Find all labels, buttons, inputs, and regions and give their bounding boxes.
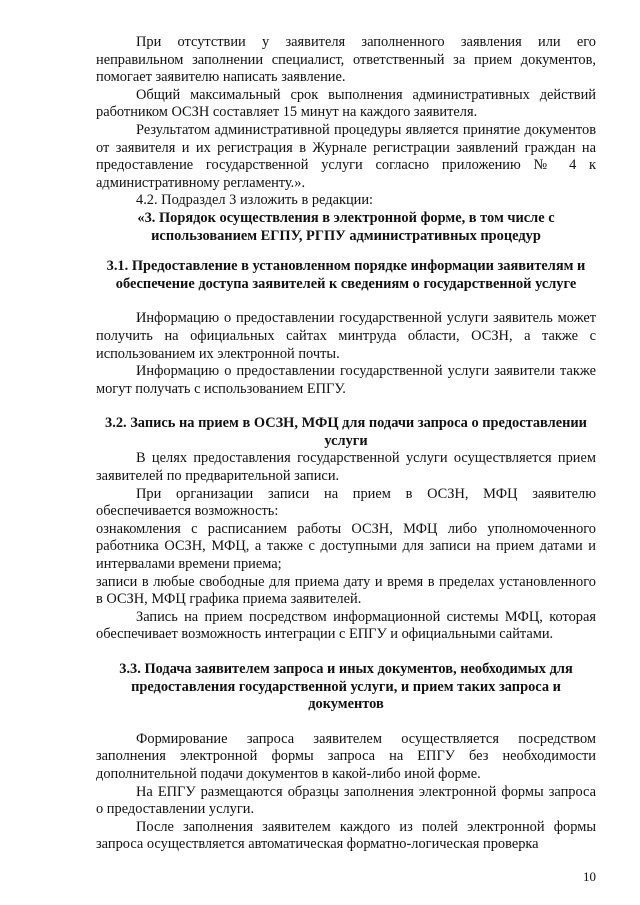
paragraph: Информацию о предоставлении государственной услуги заявитель может получить на официальных сайтах минтруда области, ОСЗН, а также с использованием их электронной почты. bbox=[96, 310, 596, 362]
paragraph: Запись на прием посредством информационной системы МФЦ, которая обеспечивает возможность интеграции с ЕПГУ и официальными сайтами. bbox=[96, 608, 596, 643]
list-item: записи в любые свободные для приема дату и время в пределах установленного в ОСЗН, МФЦ графика приема заявителей. bbox=[96, 573, 596, 608]
subsection-heading-3-2: 3.2. Запись на прием в ОСЗН, МФЦ для подачи запроса о предоставлении услуги bbox=[105, 415, 587, 449]
list-item: ознакомления с расписанием работы ОСЗН, МФЦ либо уполномоченного работника ОСЗН, МФЦ, а также с доступными для записи на прием датами и интервалами времени приема; bbox=[96, 520, 596, 573]
paragraph: На ЕПГУ размещаются образцы заполнения электронной формы запроса о предоставлении услуги. bbox=[96, 783, 596, 818]
paragraph: При организации записи на прием в ОСЗН, МФЦ заявителю обеспечивается возможность: bbox=[96, 485, 596, 520]
document-body bbox=[96, 34, 596, 854]
paragraph: Результатом административной процедуры является принятие документов от заявителя и их регистрация в Журнале регистрации заявлений граждан на предоставление государственной услуги согласно приложению № 4 к административному регламенту.». bbox=[96, 121, 596, 191]
paragraph: После заполнения заявителем каждого из полей электронной формы запроса осуществляется автоматическая форматно-логическая проверка bbox=[96, 818, 596, 853]
section-title: «3. Порядок осуществления в электронной форме, в том числе с использованием ЕГПУ, РГПУ административных процедур bbox=[137, 209, 555, 244]
paragraph: Информацию о предоставлении государственной услуги заявители также могут получать с использованием ЕПГУ. bbox=[96, 363, 596, 397]
subsection-heading-3-1: 3.1. Предоставление в установленном порядке информации заявителям и обеспечение доступа заявителей к сведениям о государственной услуге bbox=[106, 258, 586, 292]
paragraph: Формирование запроса заявителем осуществляется посредством заполнения электронной формы запроса на ЕПГУ без необходимости дополнительной подачи документов в какой-либо иной форме. bbox=[96, 730, 596, 782]
paragraph: В целях предоставления государственной услуги осуществляется прием заявителей по предварительной записи. bbox=[96, 450, 596, 485]
page-number: 10 bbox=[583, 869, 596, 884]
paragraph: Общий максимальный срок выполнения административных действий работником ОСЗН составляет 15 минут на каждого заявителя. bbox=[96, 86, 596, 121]
paragraph: При отсутствии у заявителя заполненного заявления или его неправильном заполнении специалист, ответственный за прием документов, помогает заявителю написать заявление. bbox=[96, 34, 596, 86]
subsection-heading-3-3: 3.3. Подача заявителем запроса и иных документов, необходимых для предоставления государственной услуги, и прием таких запроса и документов bbox=[119, 661, 573, 713]
paragraph: 4.2. Подраздел 3 изложить в редакции: bbox=[136, 192, 374, 209]
